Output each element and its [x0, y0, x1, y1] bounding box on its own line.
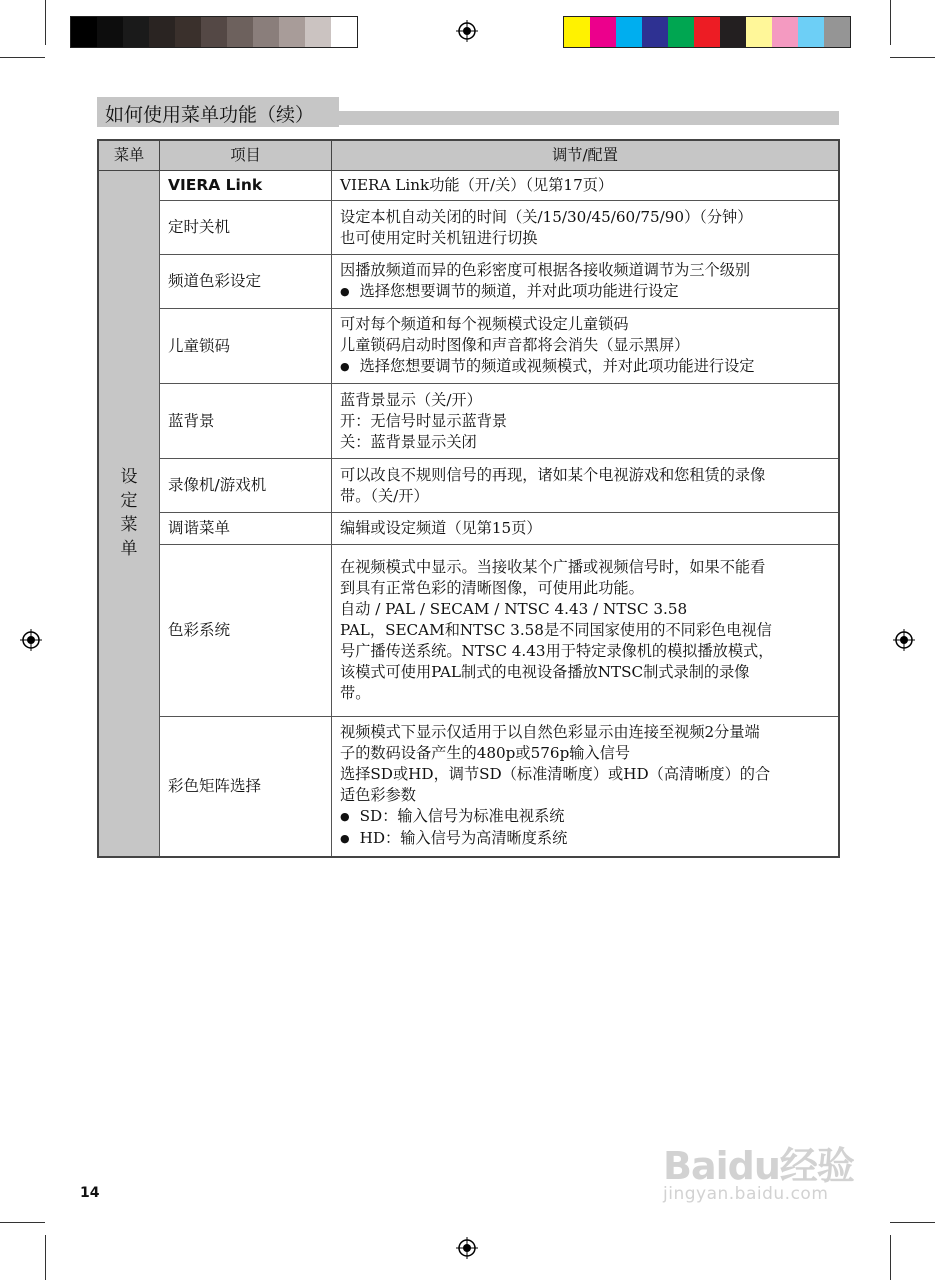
color-swatch — [642, 17, 668, 47]
color-calibration-bar — [563, 16, 851, 48]
menu-name-char: 菜 — [120, 515, 138, 536]
grayscale-calibration-bar — [70, 16, 358, 48]
description-line: 号广播传送系统。NTSC 4.43用于特定录像机的模拟播放模式， — [340, 642, 774, 660]
item-description — [332, 201, 840, 255]
description-line: 选择SD或HD，调节SD（标准清晰度）或HD（高清晰度）的合 — [340, 765, 771, 784]
registration-mark-icon — [20, 629, 42, 651]
description-line: 设定本机自动关闭的时间（关/15/30/45/60/75/90）（分钟） — [340, 207, 753, 226]
description-line: 带。 — [340, 684, 371, 702]
item-description — [332, 459, 840, 513]
color-swatch — [253, 17, 279, 47]
color-swatch — [201, 17, 227, 47]
section-header — [97, 97, 839, 127]
color-swatch — [590, 17, 616, 47]
color-swatch — [331, 17, 357, 47]
description-line: 编辑或设定频道（见第15页） — [340, 519, 542, 537]
page-number: 14 — [80, 1185, 100, 1201]
description-line: 因播放频道而异的色彩密度可根据各接收频道调节为三个级别 — [340, 261, 751, 279]
crop-mark — [45, 0, 46, 45]
item-description — [332, 384, 840, 459]
description-bullet: ● 选择您想要调节的频道或视频模式，并对此项功能进行设定 — [340, 356, 830, 378]
description-line: 也可使用定时关机钮进行切换 — [340, 228, 538, 247]
description-line: 视频模式下显示仅适用于以自然色彩显示由连接至视频2分量端 — [340, 723, 760, 742]
description-line: 蓝背景显示（关/开） — [340, 390, 482, 409]
registration-mark-icon — [893, 629, 915, 651]
color-swatch — [824, 17, 850, 47]
watermark — [663, 1135, 854, 1204]
description-bullet: ● 选择您想要调节的频道，并对此项功能进行设定 — [340, 281, 830, 303]
item-name: 定时关机 — [160, 201, 332, 255]
registration-mark-icon — [456, 20, 478, 42]
description-line: 带。（关/开） — [340, 486, 429, 505]
item-description — [332, 545, 840, 717]
watermark-url: jingyan.baidu.com — [663, 1184, 829, 1204]
menu-name-char: 单 — [120, 539, 138, 560]
item-name: 录像机/游戏机 — [160, 459, 332, 513]
table-header-row — [98, 140, 839, 171]
description-line: 儿童锁码启动时图像和声音都将会消失（显示黑屏） — [340, 336, 690, 354]
menu-settings-table — [97, 139, 840, 858]
table-row — [98, 201, 839, 255]
page-title: 如何使用菜单功能（续） — [105, 104, 315, 126]
description-bullet: ● HD：输入信号为高清晰度系统 — [340, 828, 830, 850]
crop-mark — [0, 1222, 45, 1223]
menu-name-cell — [98, 171, 160, 857]
crop-mark — [890, 0, 891, 45]
description-line: 开：无信号时显示蓝背景 — [340, 411, 508, 430]
color-swatch — [149, 17, 175, 47]
color-swatch — [694, 17, 720, 47]
table-row — [98, 255, 839, 309]
section-header-rule — [339, 111, 839, 125]
table-row — [98, 717, 839, 857]
color-swatch — [720, 17, 746, 47]
item-description — [332, 717, 840, 857]
color-swatch — [305, 17, 331, 47]
table-row — [98, 171, 839, 201]
table-row — [98, 459, 839, 513]
menu-name — [99, 465, 159, 561]
item-description — [332, 513, 840, 545]
color-swatch — [564, 17, 590, 47]
table-body — [98, 171, 839, 857]
item-name: 调谐菜单 — [160, 513, 332, 545]
menu-name-char: 定 — [120, 491, 138, 512]
description-line: PAL，SECAM和NTSC 3.58是不同国家使用的不同彩色电视信 — [340, 621, 772, 639]
crop-mark — [45, 1235, 46, 1280]
table-row — [98, 513, 839, 545]
item-name: 儿童锁码 — [160, 309, 332, 384]
description-line: 在视频模式中显示。当接收某个广播或视频信号时，如果不能看 — [340, 558, 766, 576]
description-line: 可对每个频道和每个视频模式设定儿童锁码 — [340, 315, 629, 333]
item-name: 色彩系统 — [160, 545, 332, 717]
color-swatch — [175, 17, 201, 47]
watermark-logo: Baidu经验 — [663, 1144, 854, 1188]
description-line: 关：蓝背景显示关闭 — [340, 432, 477, 451]
color-swatch — [772, 17, 798, 47]
color-swatch — [798, 17, 824, 47]
table-row — [98, 545, 839, 717]
color-swatch — [279, 17, 305, 47]
header-menu: 菜单 — [98, 140, 160, 171]
color-swatch — [616, 17, 642, 47]
description-line: 可以改良不规则信号的再现，诸如某个电视游戏和您租赁的录像 — [340, 465, 766, 484]
item-description — [332, 309, 840, 384]
crop-mark — [0, 57, 45, 58]
description-line: 子的数码设备产生的480p或576p输入信号 — [340, 744, 631, 763]
color-swatch — [97, 17, 123, 47]
color-swatch — [746, 17, 772, 47]
table-row — [98, 384, 839, 459]
description-line: 该模式可使用PAL制式的电视设备播放NTSC制式录制的录像 — [340, 663, 750, 681]
color-swatch — [227, 17, 253, 47]
description-bullet: ● SD：输入信号为标准电视系统 — [340, 806, 830, 828]
item-name: VIERA Link — [160, 171, 332, 201]
crop-mark — [890, 57, 935, 58]
description-line: 适色彩参数 — [340, 786, 416, 805]
description-line: VIERA Link功能（开/关）（见第17页） — [340, 176, 614, 194]
description-line: 到具有正常色彩的清晰图像，可使用此功能。 — [340, 579, 644, 597]
item-name: 彩色矩阵选择 — [160, 717, 332, 857]
crop-mark — [890, 1235, 891, 1280]
color-swatch — [668, 17, 694, 47]
header-item: 项目 — [160, 140, 332, 171]
color-swatch — [71, 17, 97, 47]
menu-name-char: 设 — [120, 467, 138, 488]
item-description — [332, 171, 840, 201]
item-description — [332, 255, 840, 309]
table-row — [98, 309, 839, 384]
description-line: 自动 / PAL / SECAM / NTSC 4.43 / NTSC 3.58 — [340, 600, 688, 618]
item-name: 蓝背景 — [160, 384, 332, 459]
registration-mark-icon — [456, 1237, 478, 1259]
item-name: 频道色彩设定 — [160, 255, 332, 309]
color-swatch — [123, 17, 149, 47]
crop-mark — [890, 1222, 935, 1223]
header-adjust: 调节/配置 — [332, 140, 840, 171]
